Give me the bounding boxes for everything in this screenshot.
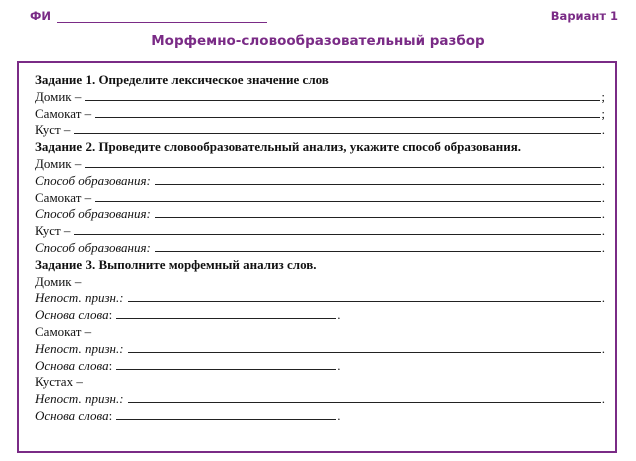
row-end-mark: . (601, 223, 605, 239)
features-label: Непост. призн.: (35, 391, 124, 407)
task3-heading: Задание 3. Выполните морфемный анализ слов. (35, 256, 317, 272)
row-end-mark: ; (601, 88, 605, 104)
name-label: ФИ (30, 9, 52, 23)
task2-heading: Задание 2. Проведите словообразовательный анализ, укажите способ образования. (35, 139, 522, 155)
word-label: Самокат – (35, 189, 92, 205)
row-end-mark: . (601, 391, 605, 407)
answer-blank[interactable] (74, 122, 600, 134)
answer-blank[interactable] (128, 341, 601, 353)
word-label: Домик – (35, 273, 82, 289)
name-blank-line[interactable] (57, 11, 267, 23)
stem-colon: : (108, 357, 113, 373)
row-end-mark: . (601, 172, 605, 188)
stem-colon: : (108, 307, 113, 323)
features-label: Непост. призн.: (35, 340, 124, 356)
answer-blank[interactable] (116, 307, 336, 319)
method-label: Способ образования: (35, 206, 151, 222)
task1-row-kust (35, 122, 605, 139)
task3-row-features (35, 341, 605, 358)
answer-blank[interactable] (85, 156, 600, 168)
task2-row-method (35, 173, 605, 190)
task-content (35, 72, 605, 425)
method-label: Способ образования: (35, 172, 151, 188)
answer-blank[interactable] (128, 290, 601, 302)
answer-blank[interactable] (128, 391, 601, 403)
row-end-mark: . (337, 407, 341, 423)
name-field (30, 9, 267, 23)
task3-row-stem (35, 408, 605, 425)
task3-row-features (35, 290, 605, 307)
stem-label: Основа слова (35, 307, 109, 323)
word-label: Домик – (35, 155, 82, 171)
row-end-mark: . (601, 290, 605, 306)
task3-word-kustakh (35, 374, 605, 391)
task3-row-stem (35, 307, 605, 324)
task1-heading: Задание 1. Определите лексическое значение слов (35, 72, 329, 87)
task3-row-stem (35, 358, 605, 375)
word-label: Самокат – (35, 323, 92, 339)
row-end-mark: . (601, 155, 605, 171)
task3-word-domik (35, 274, 605, 291)
row-end-mark: . (601, 189, 605, 205)
stem-label: Основа слова (35, 407, 109, 423)
stem-label: Основа слова (35, 357, 109, 373)
row-end-mark: . (601, 239, 605, 255)
task2-row-samokat (35, 190, 605, 207)
answer-blank[interactable] (95, 190, 601, 202)
word-label: Домик – (35, 88, 82, 104)
page-title: Морфемно-словообразовательный разбор (151, 33, 485, 49)
method-label: Способ образования: (35, 239, 151, 255)
word-label: Самокат – (35, 105, 92, 121)
answer-blank[interactable] (85, 89, 600, 101)
task-box (17, 61, 617, 453)
answer-blank[interactable] (155, 173, 601, 185)
stem-colon: : (108, 407, 113, 423)
task2-row-method (35, 240, 605, 257)
row-end-mark: . (337, 307, 341, 323)
answer-blank[interactable] (155, 240, 601, 252)
row-end-mark: . (601, 340, 605, 356)
features-label: Непост. призн.: (35, 290, 124, 306)
answer-blank[interactable] (116, 408, 336, 420)
answer-blank[interactable] (74, 223, 600, 235)
answer-blank[interactable] (155, 206, 601, 218)
answer-blank[interactable] (116, 358, 336, 370)
task1-row-samokat (35, 106, 605, 123)
word-label: Куст – (35, 122, 71, 138)
answer-blank[interactable] (95, 106, 600, 118)
word-label: Кустах – (35, 374, 83, 390)
word-label: Куст – (35, 223, 71, 239)
task2-row-domik (35, 156, 605, 173)
task3-row-features (35, 391, 605, 408)
task3-word-samokat (35, 324, 605, 341)
row-end-mark: . (601, 206, 605, 222)
task1-row-domik (35, 89, 605, 106)
row-end-mark: . (337, 357, 341, 373)
task2-row-kust (35, 223, 605, 240)
variant-label: Вариант 1 (550, 9, 618, 23)
row-end-mark: ; (601, 105, 605, 121)
task2-row-method (35, 206, 605, 223)
row-end-mark: . (601, 122, 605, 138)
